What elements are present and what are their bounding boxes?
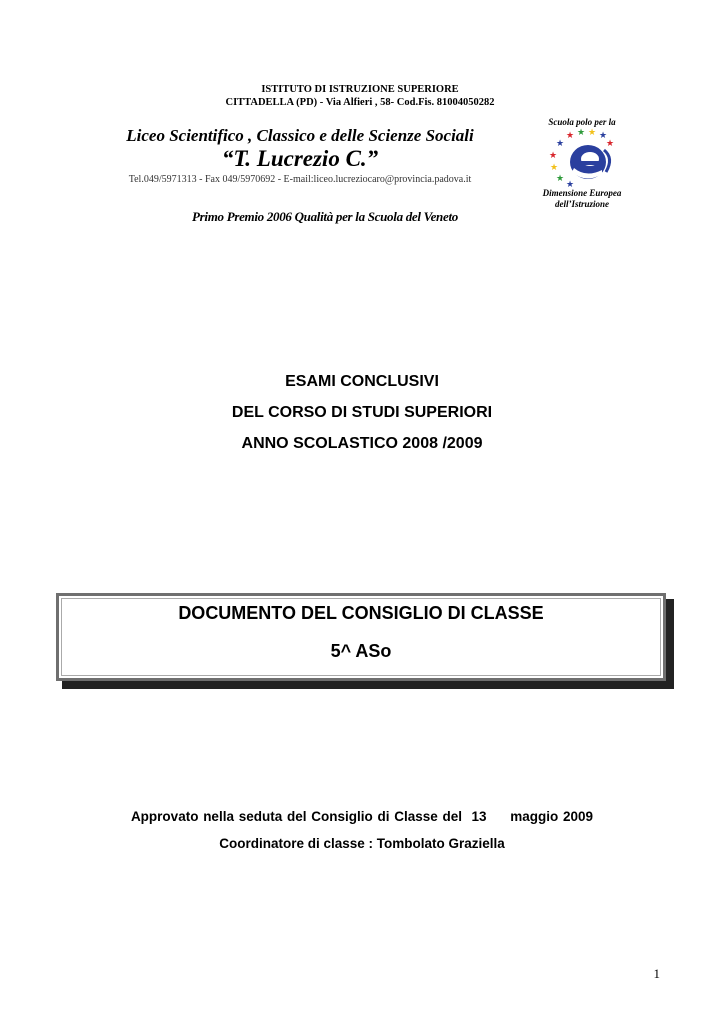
document-title: DOCUMENTO DEL CONSIGLIO DI CLASSE [178,603,544,623]
svg-text:★: ★ [606,139,615,149]
approval-line: Approvato nella seduta del Consiglio di Classe del 13 maggio 2009 [130,809,594,824]
logo-caption-bottom-1: Dimensione Europea [542,188,622,198]
coordinator-line: Coordinatore di classe : Tombolato Graziella [219,836,505,851]
svg-text:★: ★ [549,151,558,161]
european-dimension-logo-icon [546,128,620,188]
liceo-contacts: Tel.049/5971313 - Fax 049/5970692 - E-mail:liceo.lucreziocaro@provincia.padova.it [128,174,472,185]
document-class: 5^ ASo [330,641,392,661]
svg-text:★: ★ [556,174,565,184]
logo-caption-bottom-2: dell’Istruzione [554,199,609,209]
institute-name: ISTITUTO DI ISTRUZIONE SUPERIORE [261,84,459,95]
exam-line-1: ESAMI CONCLUSIVI [285,373,439,390]
svg-text:★: ★ [556,139,565,149]
liceo-name: Liceo Scientifico , Classico e delle Scienze Sociali [126,126,474,145]
svg-text:★: ★ [566,131,575,141]
institute-address: CITTADELLA (PD) - Via Alfieri , 58- Cod.Fis. 81004050282 [225,97,495,108]
exam-line-3: ANNO SCOLASTICO 2008 /2009 [241,435,483,452]
svg-text:★: ★ [550,163,559,173]
liceo-title: “T. Lucrezio C.” [221,146,379,171]
award-line: Primo Premio 2006 Qualità per la Scuola del Veneto [192,209,458,224]
svg-text:★: ★ [599,131,608,141]
exam-line-2: DEL CORSO DI STUDI SUPERIORI [231,404,493,421]
page-number: 1 [653,966,660,981]
logo-caption-top: Scuola polo per la [548,117,616,127]
svg-text:★: ★ [577,128,586,138]
svg-text:★: ★ [588,128,597,138]
svg-text:★: ★ [566,180,575,188]
